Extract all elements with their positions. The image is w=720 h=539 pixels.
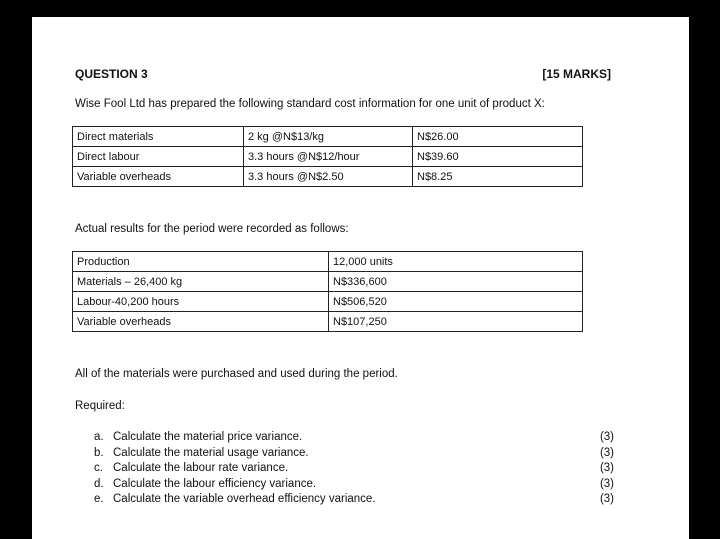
table-cell: 12,000 units xyxy=(329,252,583,272)
table-cell: Variable overheads xyxy=(73,167,244,187)
table-row xyxy=(73,167,583,187)
table-cell: N$107,250 xyxy=(329,312,583,332)
requirements-list xyxy=(94,430,614,508)
requirement-text: Calculate the labour rate variance. xyxy=(113,462,289,475)
requirement-letter: a. xyxy=(94,431,104,443)
requirement-letter: c. xyxy=(94,462,103,475)
table-cell: Production xyxy=(73,252,329,272)
standard-cost-table xyxy=(72,126,583,187)
actual-results-table xyxy=(72,251,583,332)
requirement-marks: (3) xyxy=(599,446,614,459)
requirement-letter: e. xyxy=(94,493,104,506)
table-cell: 2 kg @N$13/kg xyxy=(244,127,413,147)
list-item xyxy=(94,461,614,477)
table-row xyxy=(73,292,583,312)
requirement-marks: (3) xyxy=(599,493,614,506)
requirement-letter: b. xyxy=(94,446,104,459)
table-cell: N$506,520 xyxy=(329,292,583,312)
requirement-text: Calculate the labour efficiency variance. xyxy=(113,477,317,490)
table-cell: N$8.25 xyxy=(413,167,583,187)
requirement-marks: (3) xyxy=(599,462,614,475)
table-cell: Direct labour xyxy=(73,147,244,167)
table-cell: Labour-40,200 hours xyxy=(73,292,329,312)
table-row xyxy=(73,272,583,292)
table-cell: N$336,600 xyxy=(329,272,583,292)
question-title: QUESTION 3 xyxy=(75,67,148,81)
table-row xyxy=(73,312,583,332)
table-cell: Variable overheads xyxy=(73,312,329,332)
requirement-marks: (3) xyxy=(599,477,614,490)
requirement-letter: d. xyxy=(94,477,104,490)
table-row xyxy=(73,252,583,272)
document-page xyxy=(32,17,689,539)
table-cell: Materials – 26,400 kg xyxy=(73,272,329,292)
question-intro: Wise Fool Ltd has prepared the following standard cost information for one unit of product X: xyxy=(75,98,545,110)
requirement-text: Calculate the variable overhead efficiency variance. xyxy=(113,493,376,506)
table-cell: Direct materials xyxy=(73,127,244,147)
list-item xyxy=(94,477,614,493)
actual-results-intro: Actual results for the period were recorded as follows: xyxy=(75,223,349,235)
table-cell: N$39.60 xyxy=(413,147,583,167)
requirement-marks: (3) xyxy=(599,431,614,443)
table-cell: N$26.00 xyxy=(413,127,583,147)
question-marks: [15 MARKS] xyxy=(542,67,611,81)
required-label: Required: xyxy=(75,400,125,412)
materials-note: All of the materials were purchased and used during the period. xyxy=(75,368,398,380)
list-item xyxy=(94,430,614,446)
table-row xyxy=(73,147,583,167)
table-row xyxy=(73,127,583,147)
table-cell: 3.3 hours @N$12/hour xyxy=(244,147,413,167)
list-item xyxy=(94,446,614,462)
table-cell: 3.3 hours @N$2.50 xyxy=(244,167,413,187)
requirement-text: Calculate the material price variance. xyxy=(113,431,303,443)
list-item xyxy=(94,492,614,508)
requirement-text: Calculate the material usage variance. xyxy=(113,446,309,459)
